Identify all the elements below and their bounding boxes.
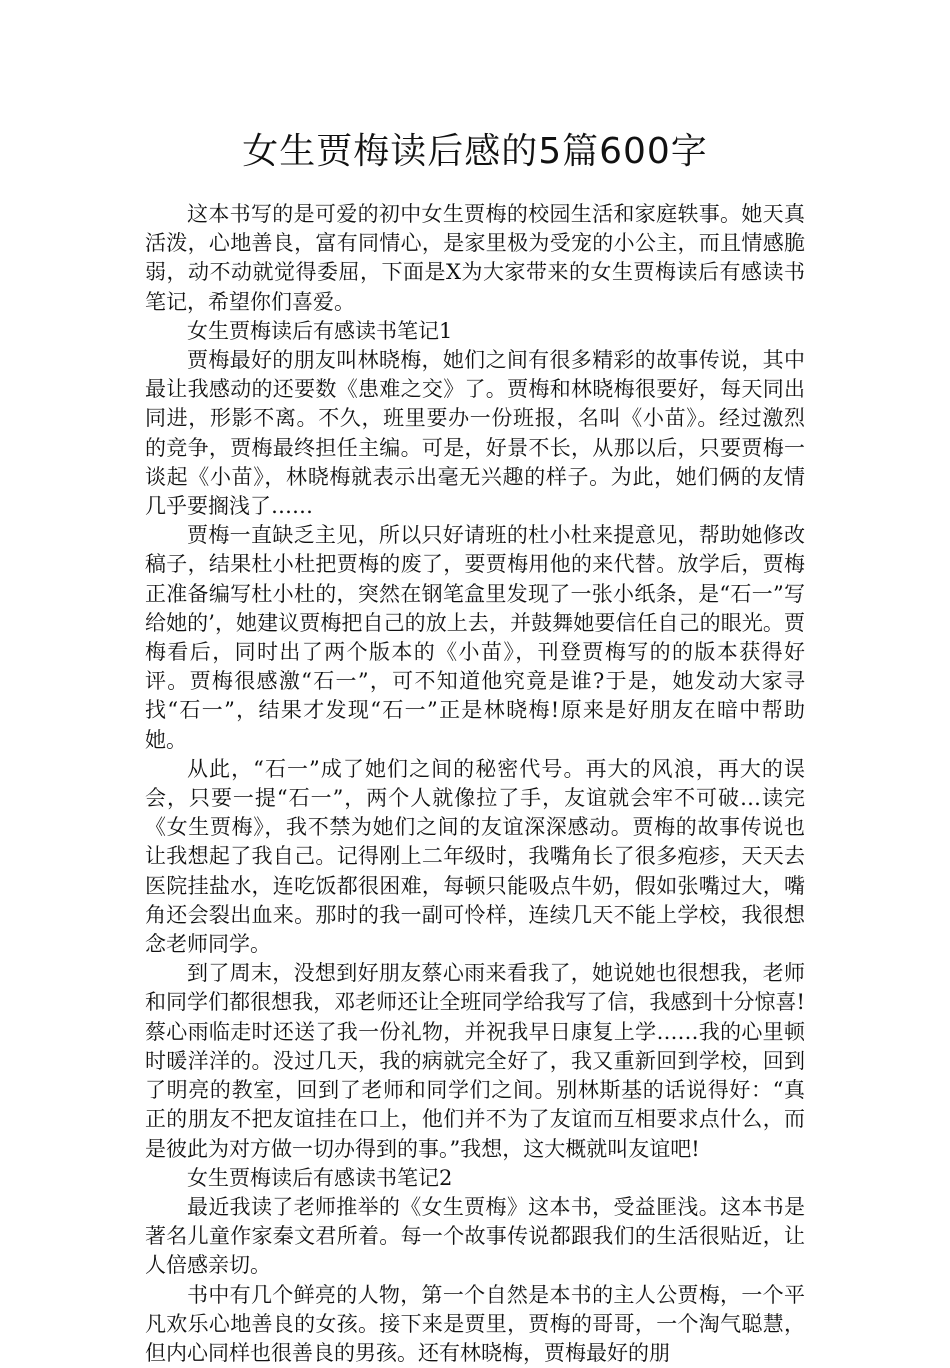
document-title: 女生贾梅读后感的5篇600字 [242,131,708,172]
body-paragraph: 最近我读了老师推举的《女生贾梅》这本书，受益匪浅。这本书是著名儿童作家秦文君所着。每一个故事传说都跟我们的生活很贴近，让人倍感亲切。 [145,1194,805,1278]
body-paragraph: 贾梅一直缺乏主见，所以只好请班的杜小杜来提意见，帮助她修改稿子，结果杜小杜把贾梅的废了，要贾梅用他的来代替。放学后，贾梅正准备编写杜小杜的，突然在钢笔盒里发现了一张小纸条，是“石一”写给她的’，她建议贾梅把自己的放上去，并鼓舞她要信任自己的眼光。贾梅看后，同时出了两个版本的《小苗》，刊登贾梅写的的版本获得好评。贾梅很感激“石一”，可不知道他究竟是谁?于是，她发动大家寻找“石一”，结果才发现“石一”正是林晓梅!原来是好朋友在暗中帮助她。 [145,523,805,752]
document-body [145,200,805,1368]
body-paragraph: 书中有几个鲜亮的人物，第一个自然是本书的主人公贾梅，一个平凡欢乐心地善良的女孩。接下来是贾里，贾梅的哥哥，一个淘气聪慧，但内心同样也很善良的男孩。还有林晓梅，贾梅最好的朋 [145,1282,805,1365]
body-paragraph: 贾梅最好的朋友叫林晓梅，她们之间有很多精彩的故事传说，其中最让我感动的还要数《患难之交》了。贾梅和林晓梅很要好，每天同出同进，形影不离。不久，班里要办一份班报，名叫《小苗》。经过激烈的竞争，贾梅最终担任主编。可是，好景不长，从那以后，只要贾梅一谈起《小苗》，林晓梅就表示出毫无兴趣的样子。为此，她们俩的友情几乎要搁浅了…… [145,348,805,519]
intro-paragraph: 这本书写的是可爱的初中女生贾梅的校园生活和家庭轶事。她天真活泼，心地善良，富有同情心，是家里极为受宠的小公主，而且情感脆弱，动不动就觉得委屈，下面是X为大家带来的女生贾梅读后有感读书笔记，希望你们喜爱。 [145,202,805,314]
section-heading-note-2: 女生贾梅读后有感读书笔记2 [187,1165,453,1190]
body-paragraph: 从此，“石一”成了她们之间的秘密代号。再大的风浪，再大的误会，只要一提“石一”，两个人就像拉了手，友谊就会牢不可破…读完《女生贾梅》，我不禁为她们之间的友谊深深感动。贾梅的故事传说也让我想起了我自己。记得刚上二年级时，我嘴角长了很多疱疹，天天去医院挂盐水，连吃饭都很困难，每顿只能吸点牛奶，假如张嘴过大，嘴角还会裂出血来。那时的我一副可怜样，连续几天不能上学校，我很想念老师同学。 [145,756,805,957]
section-heading-note-1: 女生贾梅读后有感读书笔记1 [187,318,453,343]
body-paragraph: 到了周末，没想到好朋友蔡心雨来看我了，她说她也很想我，老师和同学们都很想我，邓老师还让全班同学给我写了信，我感到十分惊喜!蔡心雨临走时还送了我一份礼物，并祝我早日康复上学……我的心里顿时暖洋洋的。没过几天，我的病就完全好了，我又重新回到学校，回到了明亮的教室，回到了老师和同学们之间。别林斯基的话说得好：“真正的朋友不把友谊挂在口上，他们并不为了友谊而互相要求点什么，而是彼此为对方做一切办得到的事。”我想，这大概就叫友谊吧! [145,961,805,1161]
